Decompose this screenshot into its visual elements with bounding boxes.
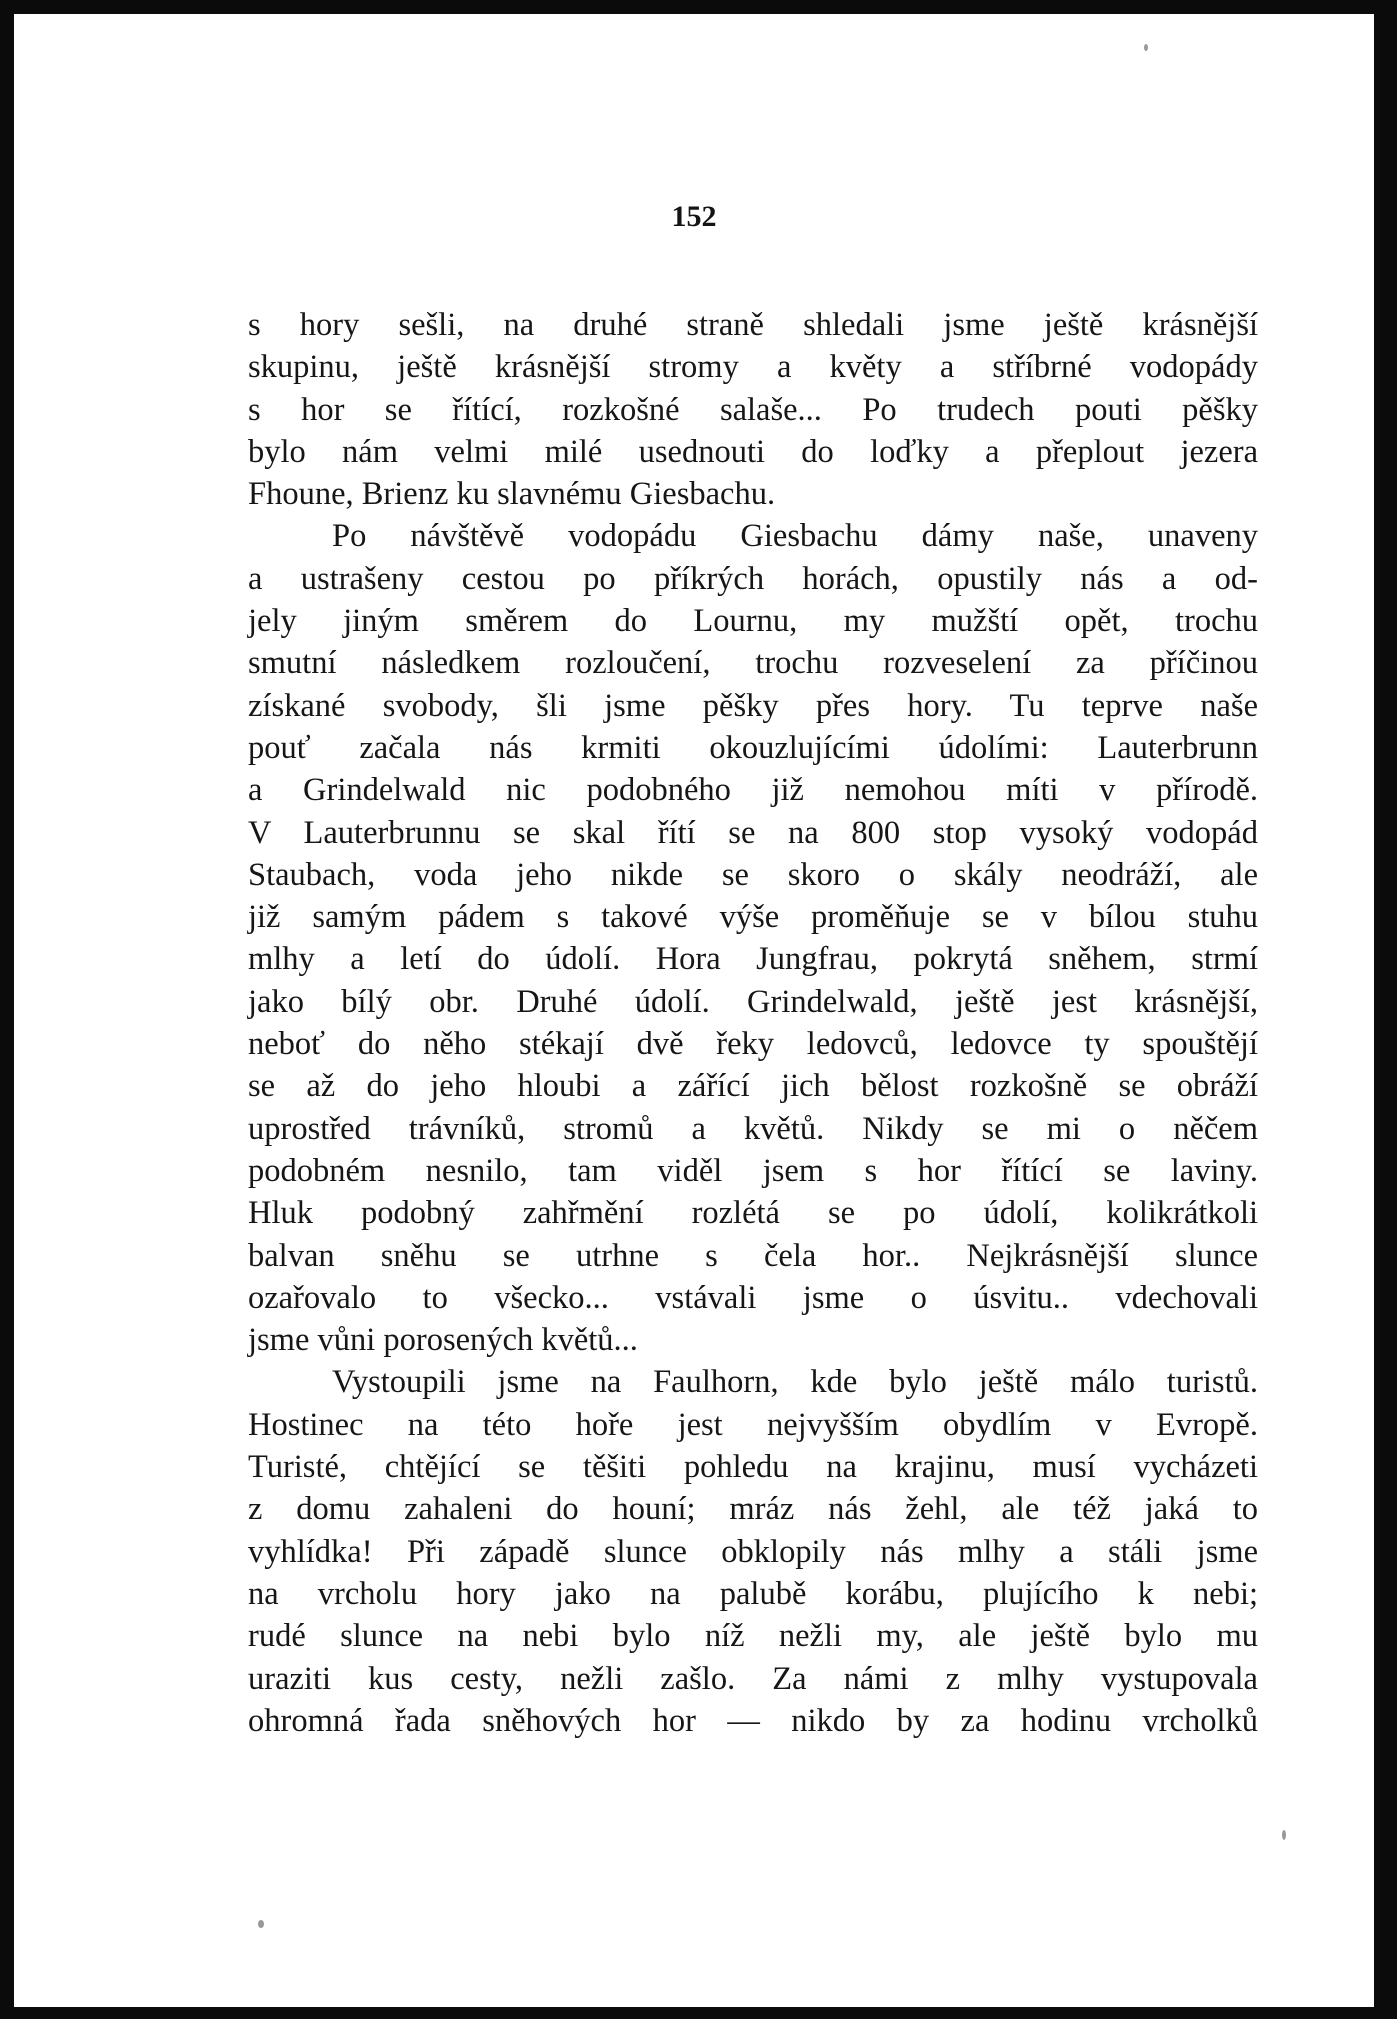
text-line: neboť do něho stékají dvě řeky ledovců, ledovce ty spouštějí xyxy=(248,1026,1258,1063)
text-line: V Lauterbrunnu se skal řítí se na 800 stop vysoký vodopád xyxy=(248,814,1258,851)
text-line: pouť začala nás krmiti okouzlujícími údolími: Lauterbrunn xyxy=(248,729,1258,766)
text-line: rudé slunce na nebi bylo níž nežli my, ale ještě bylo mu xyxy=(248,1618,1258,1655)
text-line: jely jiným směrem do Lournu, my mužští opět, trochu xyxy=(248,603,1258,640)
text-line: vyhlídka! Při západě slunce obklopily nás mlhy a stáli jsme xyxy=(248,1533,1258,1570)
text-line: a Grindelwald nic podobného již nemohou míti v přírodě. xyxy=(248,772,1258,809)
scan-speck xyxy=(1282,1830,1286,1840)
text-line: smutní následkem rozloučení, trochu rozveselení za příčinou xyxy=(248,645,1258,682)
text-line: podobném nesnilo, tam viděl jsem s hor řítící se laviny. xyxy=(248,1152,1258,1189)
text-line: z domu zahaleni do houní; mráz nás žehl, ale též jaká to xyxy=(248,1491,1258,1528)
text-line: ozařovalo to všecko... vstávali jsme o úsvitu.. vdechovali xyxy=(248,1279,1258,1316)
text-line: bylo nám velmi milé usednouti do loďky a přeplout jezera xyxy=(248,433,1258,470)
book-page xyxy=(14,14,1374,2007)
text-line: Staubach, voda jeho nikde se skoro o skály neodráží, ale xyxy=(248,856,1258,893)
text-line: na vrcholu hory jako na palubě korábu, plujícího k nebi; xyxy=(248,1575,1258,1612)
text-line: jsme vůni porosených květů... xyxy=(248,1322,638,1359)
text-line: ohromná řada sněhových hor — nikdo by za hodinu vrcholků xyxy=(248,1702,1258,1739)
text-line: Po návštěvě vodopádu Giesbachu dámy naše, unaveny xyxy=(332,518,1258,555)
text-line: Vystoupili jsme na Faulhorn, kde bylo ještě málo turistů. xyxy=(332,1364,1258,1401)
text-line: jako bílý obr. Druhé údolí. Grindelwald, ještě jest krásnější, xyxy=(248,983,1258,1020)
scan-speck xyxy=(258,1920,264,1928)
text-line: získané svobody, šli jsme pěšky přes hory. Tu teprve naše xyxy=(248,687,1258,724)
text-line: uraziti kus cesty, nežli zašlo. Za námi z mlhy vystupovala xyxy=(248,1660,1258,1697)
text-line: již samým pádem s takové výše proměňuje se v bílou stuhu xyxy=(248,899,1258,936)
text-line: skupinu, ještě krásnější stromy a květy a stříbrné vodopády xyxy=(248,349,1258,386)
text-line: a ustrašeny cestou po příkrých horách, opustily nás a od- xyxy=(248,560,1258,597)
page-number: 152 xyxy=(671,200,717,233)
text-line: s hory sešli, na druhé straně shledali jsme ještě krásnější xyxy=(248,307,1258,343)
text-line: Turisté, chtějící se těšiti pohledu na krajinu, musí vycházeti xyxy=(248,1449,1258,1486)
text-line: mlhy a letí do údolí. Hora Jungfrau, pokrytá sněhem, strmí xyxy=(248,941,1258,978)
text-line: se až do jeho hloubi a zářící jich bělost rozkošně se obráží xyxy=(248,1068,1258,1105)
body-text xyxy=(248,304,1258,1742)
scan-speck xyxy=(1144,44,1148,51)
text-line: Hluk podobný zahřmění rozlétá se po údolí, kolikrátkoli xyxy=(248,1195,1258,1232)
text-line: uprostřed trávníků, stromů a květů. Nikdy se mi o něčem xyxy=(248,1110,1258,1147)
text-line: s hor se řítící, rozkošné salaše... Po trudech pouti pěšky xyxy=(248,391,1258,428)
text-line: balvan sněhu se utrhne s čela hor.. Nejkrásnější slunce xyxy=(248,1237,1258,1274)
text-line: Fhoune, Brienz ku slavnému Giesbachu. xyxy=(248,476,776,513)
text-line: Hostinec na této hoře jest nejvyšším obydlím v Evropě. xyxy=(248,1406,1258,1443)
